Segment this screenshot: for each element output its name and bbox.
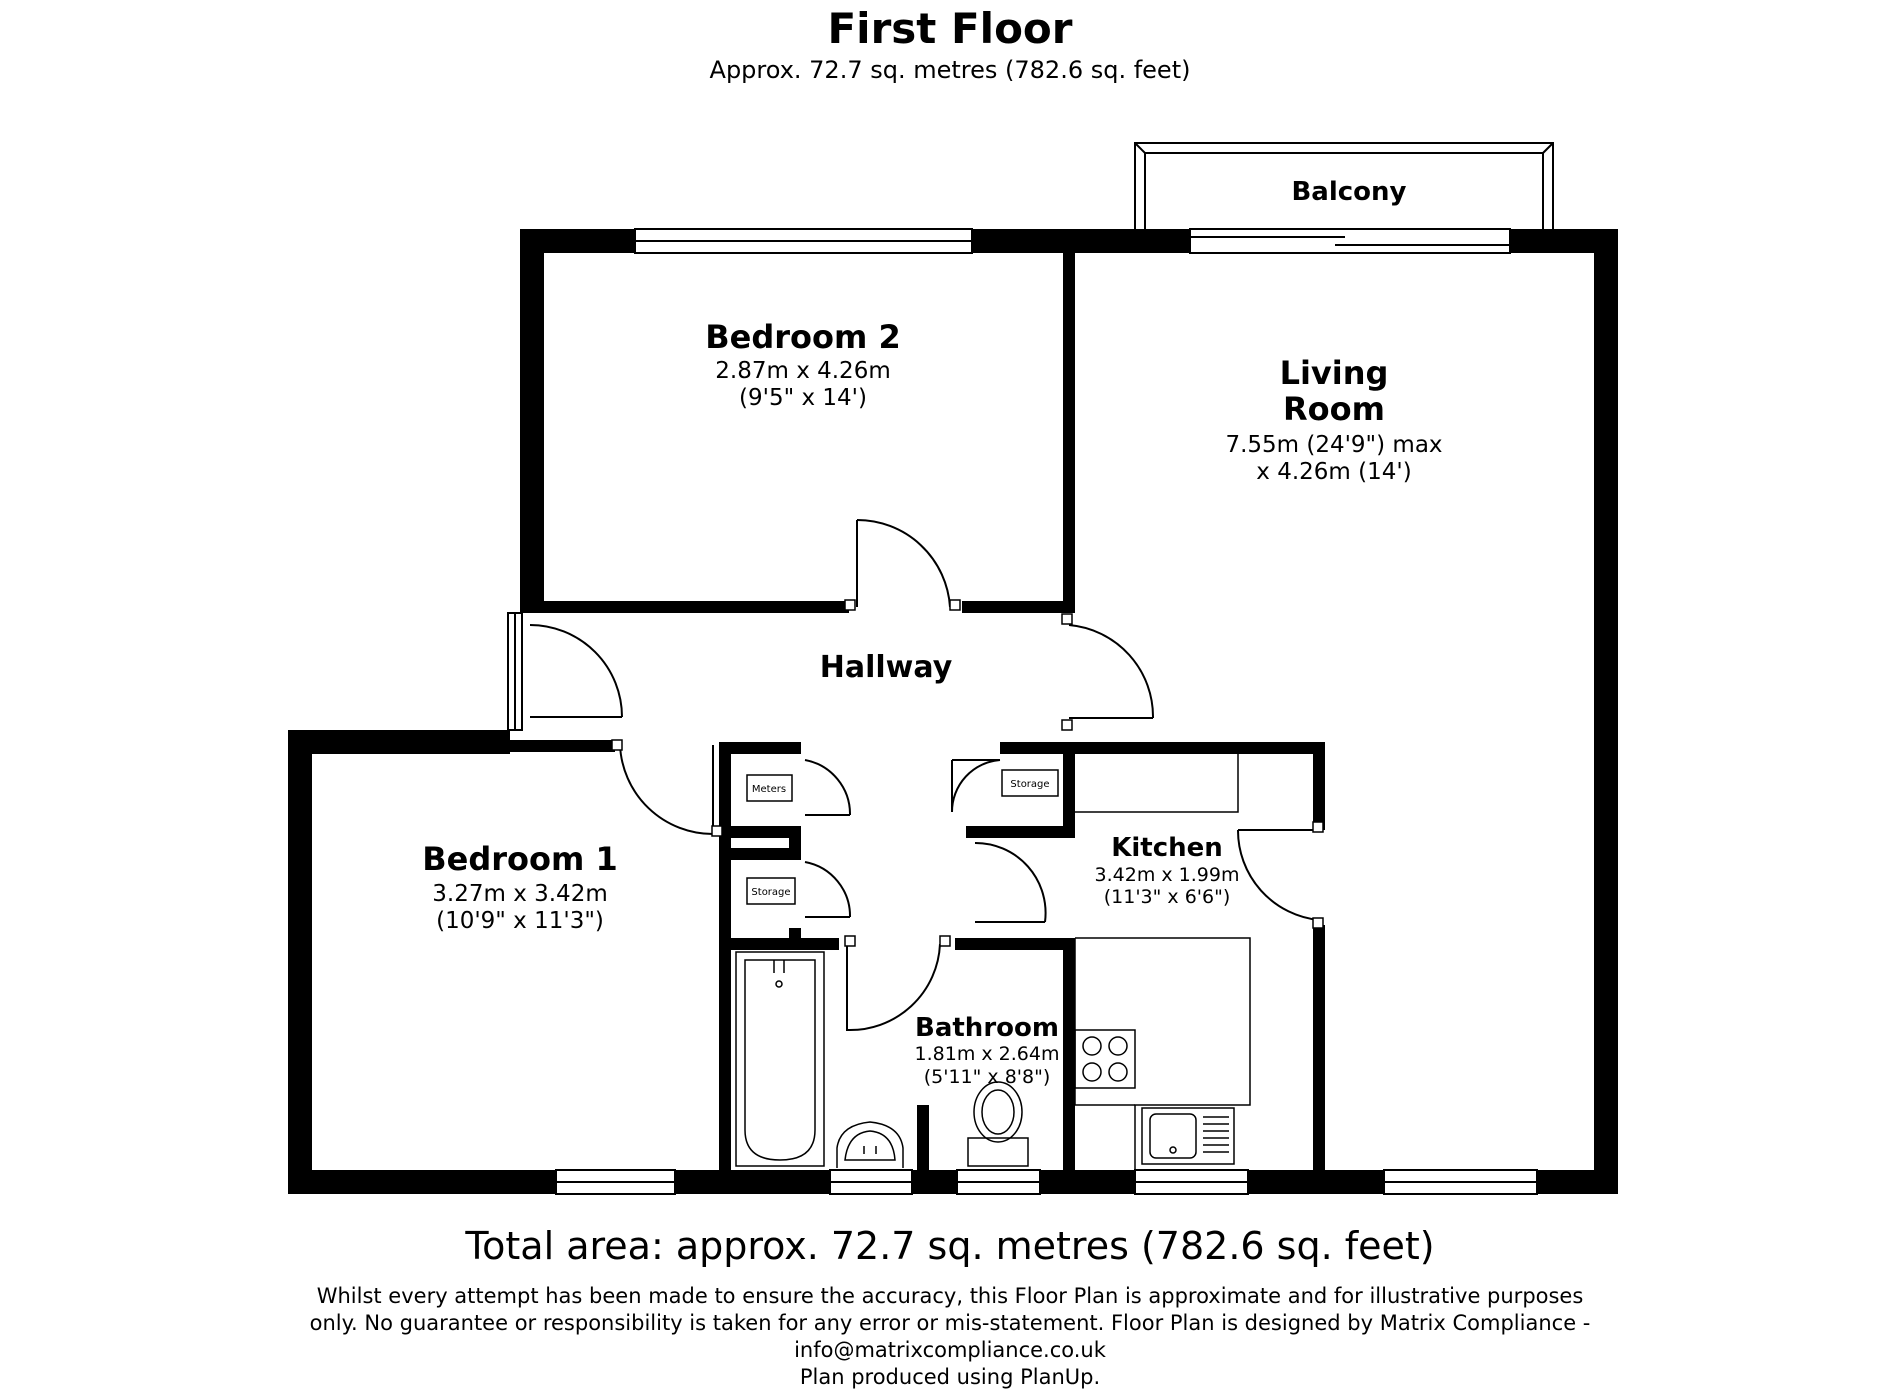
disclaimer-line: only. No guarantee or responsibility is taken for any error or mis-statement. Floor Plan is designed by Matrix Compliance - (309, 1311, 1591, 1335)
doors (530, 520, 1319, 1030)
bedroom2-dim-metric: 2.87m x 4.26m (715, 358, 891, 384)
storage-kitchen-label: Storage (1010, 779, 1050, 790)
hallway-name: Hallway (819, 650, 953, 685)
door-storage-kitchen (952, 760, 1000, 812)
door-living (1069, 625, 1153, 718)
bedroom1-name: Bedroom 1 (422, 840, 618, 878)
door-meters (805, 760, 850, 815)
storage-hall-label: Storage (751, 887, 791, 898)
floor-area-subtitle: Approx. 72.7 sq. metres (782.6 sq. feet) (709, 56, 1191, 84)
disclaimer-line: Whilst every attempt has been made to ensure the accuracy, this Floor Plan is approximate and for illustrative purposes (316, 1284, 1584, 1308)
living-name-line2: Room (1283, 390, 1385, 428)
disclaimer-email: info@matrixcompliance.co.uk (794, 1338, 1106, 1362)
bedroom2-dim-imperial: (9'5" x 14') (739, 385, 867, 411)
bedroom1-dim-metric: 3.27m x 3.42m (432, 881, 608, 907)
floor-title: First Floor (827, 4, 1073, 53)
bathroom-dim-imperial: (5'11" x 8'8") (923, 1066, 1051, 1088)
door-kitchen-hall (975, 843, 1046, 922)
room-labels (422, 177, 1442, 1088)
total-area: Total area: approx. 72.7 sq. metres (782.6 sq. feet) (465, 1224, 1435, 1268)
kitchen-dim-imperial: (11'3" x 6'6") (1103, 886, 1231, 908)
bathroom-dim-metric: 1.81m x 2.64m (914, 1043, 1060, 1065)
meters-label: Meters (751, 784, 787, 795)
door-bedroom1 (620, 745, 713, 834)
living-dim-line1: 7.55m (24'9") max (1225, 432, 1443, 458)
door-bedroom2 (857, 520, 950, 607)
living-name-line1: Living (1279, 354, 1389, 392)
door-storage-hall (805, 862, 850, 917)
bedroom2-name: Bedroom 2 (705, 318, 901, 356)
kitchen-name: Kitchen (1111, 833, 1223, 863)
kitchen-dim-metric: 3.42m x 1.99m (1094, 864, 1240, 886)
bedroom1-dim-imperial: (10'9" x 11'3") (436, 908, 604, 934)
bathroom-name: Bathroom (915, 1013, 1059, 1043)
balcony-sliding-door (1190, 229, 1510, 253)
kitchen-fittings (1075, 754, 1250, 1170)
disclaimer-line: Plan produced using PlanUp. (799, 1365, 1101, 1389)
door-kitchen-living (1238, 830, 1319, 920)
door-hall-left (530, 625, 622, 722)
balcony-label: Balcony (1291, 177, 1407, 207)
disclaimer (300, 1283, 1600, 1391)
living-dim-line2: x 4.26m (14') (1256, 459, 1412, 485)
